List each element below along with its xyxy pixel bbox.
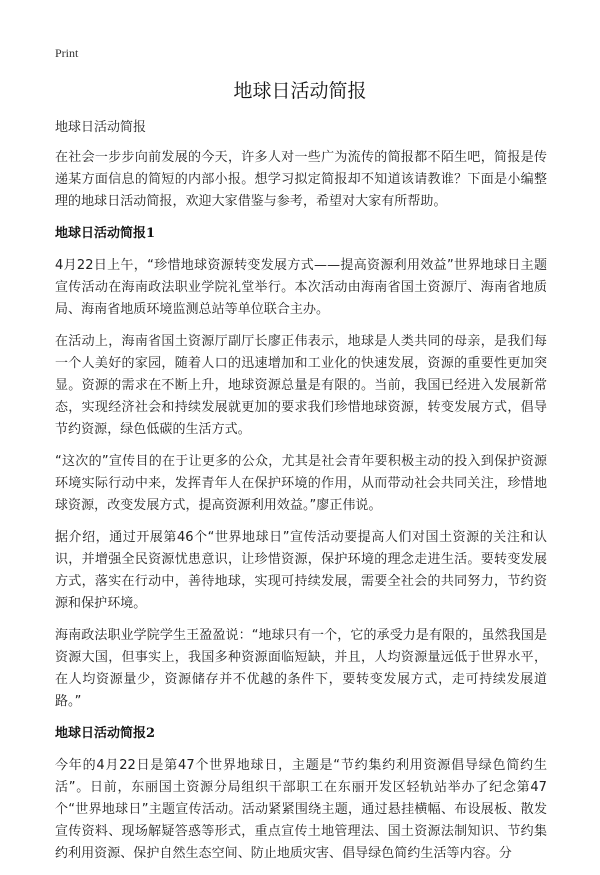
section-heading-2: 地球日活动简报2 xyxy=(55,726,156,741)
page-title: 地球日活动简报 xyxy=(233,80,367,102)
section-2-paragraph-1: 今年的4月22日是第47个世界地球日，主题是“节约集约利用资源倡导绿色简约生活”。日前，东丽国土资源分局组织干部职工在东丽开发区轻轨站举办了纪念第47个“世界地球日”主题宣传活动。活动紧紧围绕主题，通过悬挂横幅、布设展板、散发宣传资料、现场解疑答惑等形式，重点宣传土地管理法、国土资源法制知识、节约集约利用资源、保护自然生态空间、防止地质灾害、倡导绿色简约生活等内容。分 xyxy=(55,758,547,861)
section-heading-1: 地球日活动简报1 xyxy=(55,226,156,241)
section-1-paragraph-1: 4月22日上午，“珍惜地球资源转变发展方式——提高资源利用效益”世界地球日主题宣传活动在海南政法职业学院礼堂举行。本次活动由海南省国土资源厅、海南省地质局、海南省地质环境监测总站等单位联合主办。 xyxy=(55,258,547,317)
section-1-paragraph-3: “这次的”宣传目的在于让更多的公众，尤其是社会青年要积极主动的投入到保护资源环境实际行动中来，发挥青年人在保护环境的作用，从而带动社会共同关注，珍惜地球资源，改变发展方式，提高资源利用效益。”廖正伟说。 xyxy=(55,454,547,513)
intro-paragraph: 在社会一步步向前发展的今天，许多人对一些广为流传的简报都不陌生吧，简报是传递某方面信息的简短的内部小报。想学习拟定简报却不知道该请教谁？下面是小编整理的地球日活动简报，欢迎大家借鉴与参考，希望对大家有所帮助。 xyxy=(55,150,547,209)
document-content xyxy=(55,117,547,875)
document-subtitle: 地球日活动简报 xyxy=(55,120,147,135)
print-link[interactable]: Print xyxy=(55,46,79,60)
section-1-paragraph-4: 据介绍，通过开展第46个“世界地球日”宣传活动要提高人们对国土资源的关注和认识，并增强全民资源忧患意识，让珍惜资源，保护环境的理念走进生活。要转变发展方式，落实在行动中，善待地球，实现可持续发展，需要全社会的共同努力，节约资源和保护环境。 xyxy=(55,530,547,611)
section-1-paragraph-5: 海南政法职业学院学生王盈盈说：“地球只有一个，它的承受力是有限的，虽然我国是资源大国，但事实上，我国多种资源面临短缺，并且，人均资源量远低于世界水平，在人均资源量少，资源储存并不优越的条件下，要转变发展方式，走可持续发展道路。” xyxy=(55,628,547,709)
section-1-paragraph-2: 在活动上，海南省国土资源厅副厅长廖正伟表示，地球是人类共同的母亲，是我们每一个人美好的家园，随着人口的迅速增加和工业化的快速发展，资源的重要性更加突显。资源的需求在不断上升，地球资源总量是有限的。当前，我国已经进入发展新常态，实现经济社会和持续发展就更加的要求我们珍惜地球资源，转变发展方式，倡导节约资源，绿色低碳的生活方式。 xyxy=(55,334,547,437)
